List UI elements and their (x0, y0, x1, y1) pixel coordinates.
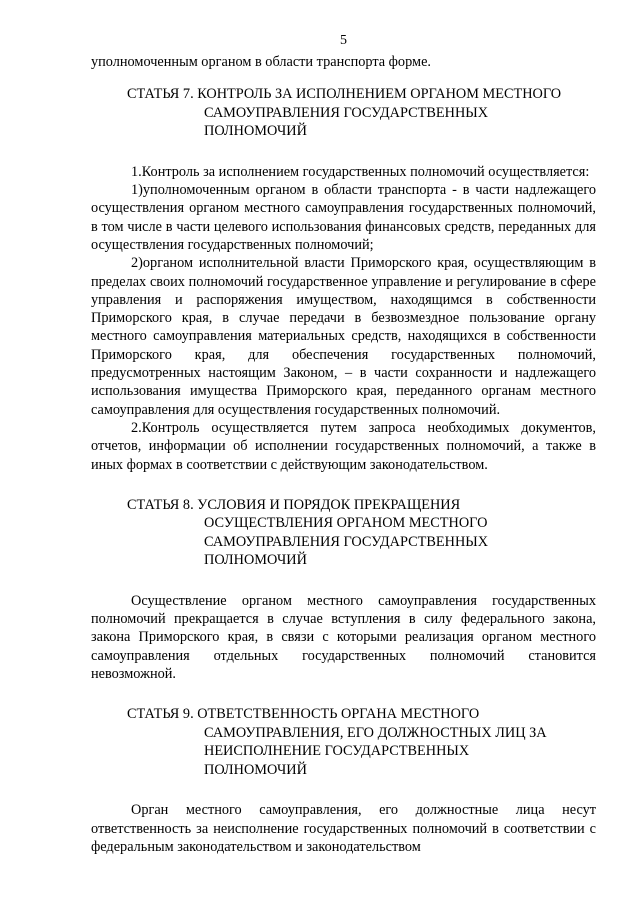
article-7-heading-line-1: СТАТЬЯ 7. КОНТРОЛЬ ЗА ИСПОЛНЕНИЕМ ОРГАНОМ МЕСТНОГО (127, 86, 562, 103)
article-7-paragraph-2: 1)уполномоченным органом в области транспорта - в части надлежащего осуществления органом местного самоуправления государственных полномочий, в том числе в части целевого использования финансовых средств, переданных для осуществления государственных полномочий; (91, 182, 596, 253)
article-8-paragraph-1: Осуществление органом местного самоуправления государственных полномочий прекращается в случае вступления в силу федерального закона, закона Приморского края, в связи с которыми реализация органом местного самоуправления отдельных государственных полномочий становится невозможной. (91, 592, 596, 683)
article-8-heading-line-2: ОСУЩЕСТВЛЕНИЯ ОРГАНОМ МЕСТНОГО (204, 515, 488, 532)
article-9-heading-line-4: ПОЛНОМОЧИЙ (204, 761, 307, 778)
article-8-heading-line-1: СТАТЬЯ 8. УСЛОВИЯ И ПОРЯДОК ПРЕКРАЩЕНИЯ (127, 496, 461, 513)
article-9-heading-line-3: НЕИСПОЛНЕНИЕ ГОСУДАРСТВЕННЫХ (204, 743, 470, 760)
article-7-heading-line-2: САМОУПРАВЛЕНИЯ ГОСУДАРСТВЕННЫХ (204, 104, 489, 121)
article-9-heading-line-2: САМОУПРАВЛЕНИЯ, ЕГО ДОЛЖНОСТНЫХ ЛИЦ ЗА (204, 724, 547, 741)
intro-line: уполномоченным органом в области транспорта форме. (91, 54, 431, 70)
article-8-heading (91, 496, 596, 570)
article-7-heading-line-3: ПОЛНОМОЧИЙ (204, 123, 307, 140)
article-9-paragraph-1: Орган местного самоуправления, его должностные лица несут ответственность за неисполнение государственных полномочий в соответствии с федеральным законодательством и законодательством (91, 802, 596, 855)
page-number: 5 (340, 33, 347, 48)
article-9-heading (91, 705, 596, 779)
article-8-heading-line-4: ПОЛНОМОЧИЙ (204, 552, 307, 569)
article-7-paragraph-3: 2)органом исполнительной власти Приморского края, осуществляющим в пределах своих полномочий государственное управление и регулирование в сфере управления и распоряжения имуществом, находящимся в собственности Приморского края, в случае передачи в безвозмездное пользование органу местного самоуправления материальных средств, находящихся в собственности Приморского края, для обеспечения государственных полномочий, предусмотренных настоящим Законом, – в части сохранности и надлежащего использования имущества Приморского края, переданного органам местного самоуправления для осуществления государственных полномочий. (91, 255, 596, 418)
article-7-heading (91, 85, 596, 141)
document-body (91, 53, 596, 856)
article-8-heading-line-3: САМОУПРАВЛЕНИЯ ГОСУДАРСТВЕННЫХ (204, 533, 489, 550)
article-7-paragraph-4: 2.Контроль осуществляется путем запроса необходимых документов, отчетов, информации об исполнении государственных полномочий, а также в иных формах в соответствии с действующим законодательством. (91, 419, 596, 473)
article-9-heading-line-1: СТАТЬЯ 9. ОТВЕТСТВЕННОСТЬ ОРГАНА МЕСТНОГО (127, 706, 480, 723)
article-7-paragraph-1: 1.Контроль за исполнением государственных полномочий осуществляется: (131, 163, 590, 180)
